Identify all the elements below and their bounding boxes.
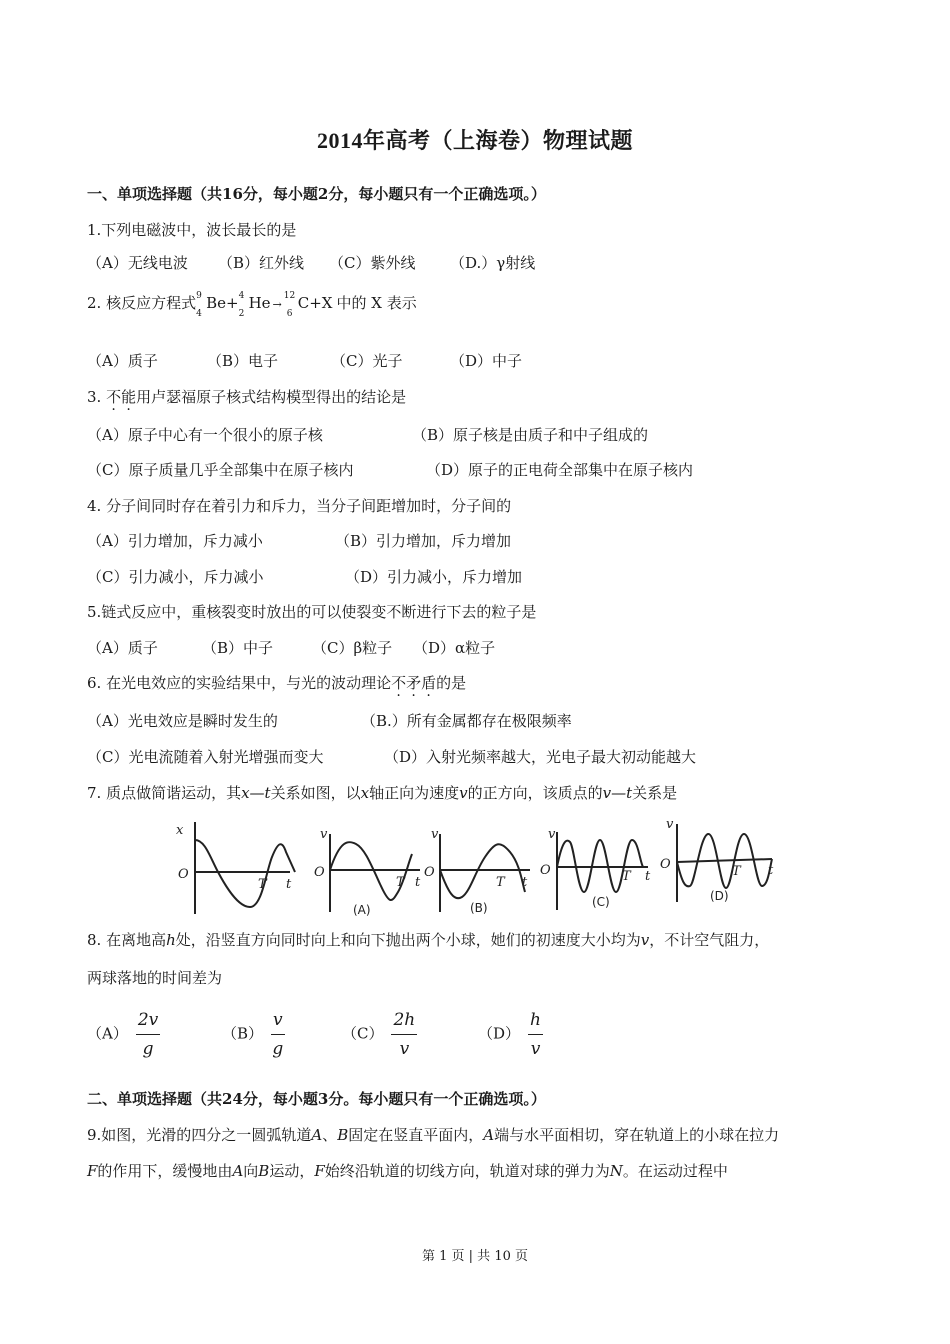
graph-given-ylabel: x bbox=[176, 823, 184, 838]
q8-option-a: （A） $\frac{2v}{g}$ bbox=[87, 1010, 159, 1059]
q3-option-b: （B）原子核是由质子和中子组成的 bbox=[412, 426, 649, 444]
question-9-line2: F的作用下，缓慢地由A向B运动，F始终沿轨道的切线方向，轨道对球的弹力为N。在运动过程中 bbox=[87, 1162, 728, 1180]
svg-text:O: O bbox=[314, 865, 325, 880]
question-8-stem-line1: 8. 在离地高h处，沿竖直方向同时向上和向下抛出两个小球，她们的初速度大小均为v，不计空气阻力， bbox=[87, 931, 770, 949]
q4-option-c: （C）引力减小，斥力减小 bbox=[87, 568, 264, 586]
q2-option-c: （C）光子 bbox=[331, 352, 403, 370]
question-7-stem: 7. 质点做简谐运动，其x—t关系如图，以x轴正向为速度v的正方向，该质点的v—t关系是 bbox=[87, 784, 678, 802]
he-symbol: He bbox=[248, 294, 271, 312]
page-footer: 第 1 页 | 共 10 页 bbox=[422, 1249, 528, 1264]
be-symbol: Be+ bbox=[206, 294, 239, 312]
q1-option-d: （D.）γ射线 bbox=[450, 254, 536, 272]
fraction: $\frac{2h}{v}$ bbox=[393, 1010, 416, 1059]
q2-option-d: （D）中子 bbox=[450, 352, 523, 370]
q2-stem-prefix: 2. 核反应方程式 bbox=[87, 294, 197, 312]
q4-option-a: （A）引力增加，斥力减小 bbox=[87, 532, 263, 550]
q8-option-b: （B） $\frac{v}{g}$ bbox=[222, 1010, 284, 1059]
fraction: $\frac{2v}{g}$ bbox=[137, 1010, 159, 1059]
q1-option-a: （A）无线电波 bbox=[87, 254, 188, 272]
svg-text:T: T bbox=[396, 875, 405, 890]
q6-option-d: （D）入射光频率越大，光电子最大初动能越大 bbox=[384, 748, 697, 766]
q5-option-d: （D）α粒子 bbox=[413, 639, 496, 657]
q1-option-b: （B）红外线 bbox=[218, 254, 305, 272]
c-symbol: C+X bbox=[297, 294, 333, 312]
svg-text:t: t bbox=[522, 875, 528, 890]
be-nuclide-numbers: 9 4 bbox=[196, 291, 202, 319]
graph-d-caption: (D) bbox=[710, 889, 729, 903]
q5-option-b: （B）中子 bbox=[202, 639, 274, 657]
svg-text:t: t bbox=[415, 875, 421, 890]
svg-text:v: v bbox=[548, 827, 556, 842]
question-6-stem: 6. 在光电效应的实验结果中，与光的波动理论不矛盾的是 bbox=[87, 674, 467, 692]
svg-text:T: T bbox=[622, 869, 631, 884]
graph-given-origin: O bbox=[178, 867, 189, 882]
he-nuclide-numbers: 4 2 bbox=[238, 291, 245, 319]
q2-stem-suffix: 中的 X 表示 bbox=[336, 294, 417, 312]
svg-text:O: O bbox=[424, 865, 435, 880]
q8-option-d: （D） $\frac{h}{v}$ bbox=[478, 1010, 541, 1059]
reaction-arrow: → bbox=[272, 298, 282, 311]
fraction: $\frac{h}{v}$ bbox=[530, 1010, 541, 1059]
svg-text:T: T bbox=[496, 875, 505, 890]
q8-option-c: （C） $\frac{2h}{v}$ bbox=[342, 1010, 416, 1059]
svg-text:v: v bbox=[320, 827, 328, 842]
section-1-heading: 一、单项选择题（共16分，每小题2分，每小题只有一个正确选项。） bbox=[87, 185, 546, 203]
fraction: $\frac{v}{g}$ bbox=[272, 1010, 284, 1059]
question-1-stem: 1.下列电磁波中，波长最长的是 bbox=[87, 221, 297, 239]
svg-text:O: O bbox=[660, 857, 671, 872]
svg-text:O: O bbox=[540, 863, 551, 878]
q3-option-d: （D）原子的正电荷全部集中在原子核内 bbox=[426, 461, 694, 479]
emphasis-dot-char: 盾 bbox=[421, 674, 437, 692]
question-9-line1: 9.如图，光滑的四分之一圆弧轨道A、B固定在竖直平面内，A端与水平面相切，穿在轨道上的小球在拉力 bbox=[87, 1126, 780, 1144]
q6-option-a: （A）光电效应是瞬时发生的 bbox=[87, 712, 278, 730]
svg-text:v: v bbox=[431, 827, 439, 842]
q3-option-c: （C）原子质量几乎全部集中在原子核内 bbox=[87, 461, 354, 479]
q6-option-b: （B.）所有金属都存在极限频率 bbox=[361, 712, 572, 730]
emphasis-dot-char: 矛 bbox=[406, 674, 422, 692]
emphasis-dot-char: 不 bbox=[391, 674, 407, 692]
question-4-stem: 4. 分子间同时存在着引力和斥力，当分子间距增加时，分子间的 bbox=[87, 497, 512, 515]
question-3-stem: 3. 不能用卢瑟福原子核式结构模型得出的结论是 bbox=[87, 388, 407, 406]
question-5-stem: 5.链式反应中，重核裂变时放出的可以使裂变不断进行下去的粒子是 bbox=[87, 603, 537, 621]
graph-b-caption: (B) bbox=[470, 901, 488, 915]
q4-option-d: （D）引力减小，斥力增加 bbox=[345, 568, 523, 586]
emphasis-dot-char: 不 bbox=[106, 388, 122, 406]
q2-option-a: （A）质子 bbox=[87, 352, 158, 370]
graph-c-caption: (C) bbox=[592, 895, 610, 909]
svg-text:T: T bbox=[732, 864, 741, 879]
section-2-heading: 二、单项选择题（共24分，每小题3分。每小题只有一个正确选项。） bbox=[87, 1090, 546, 1108]
graph-given-xlabel: t bbox=[286, 877, 292, 892]
graph-a-caption: (A) bbox=[353, 903, 371, 916]
question-8-stem-line2: 两球落地的时间差为 bbox=[87, 969, 223, 987]
q6-option-c: （C）光电流随着入射光增强而变大 bbox=[87, 748, 324, 766]
q1-option-c: （C）紫外线 bbox=[329, 254, 416, 272]
q2-option-b: （B）电子 bbox=[207, 352, 279, 370]
q4-option-b: （B）引力增加，斥力增加 bbox=[335, 532, 512, 550]
graph-given-period: T bbox=[258, 877, 267, 892]
q3-option-a: （A）原子中心有一个很小的原子核 bbox=[87, 426, 323, 444]
question-2-stem bbox=[87, 291, 417, 319]
svg-text:v: v bbox=[666, 817, 674, 832]
page-title: 2014年高考（上海卷）物理试题 bbox=[316, 128, 633, 153]
svg-text:t: t bbox=[768, 863, 774, 878]
q7-graphs-figure bbox=[170, 812, 790, 916]
q5-option-a: （A）质子 bbox=[87, 639, 158, 657]
q5-option-c: （C）β粒子 bbox=[312, 639, 393, 657]
svg-text:t: t bbox=[645, 869, 651, 884]
emphasis-dot-char: 能 bbox=[121, 388, 137, 406]
c-nuclide-numbers: 12 6 bbox=[283, 291, 296, 319]
